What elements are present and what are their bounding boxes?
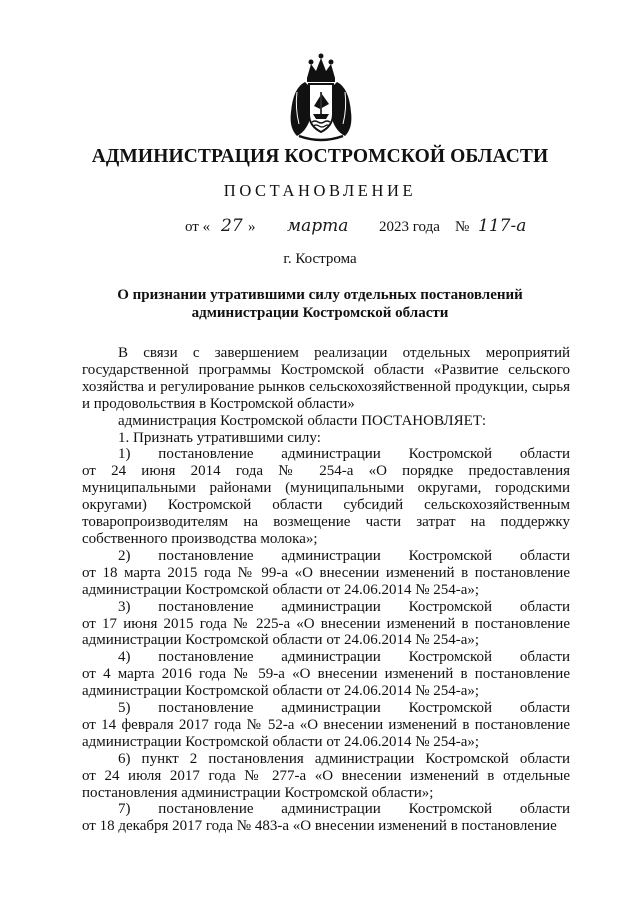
item-4-first-line: 4) постановление администрации Костромской области: [118, 649, 570, 666]
date-year: 2023 года: [379, 219, 440, 235]
item-6-first-line: 6) пункт 2 постановления администрации Костромской области: [118, 750, 570, 767]
item-2-text: от 18 марта 2015 года № 99-а «О внесении изменений в постановление администрации Костромской области от 24.06.2014 № 254-а»;: [82, 564, 570, 598]
resolution-statement: администрация Костромской области ПОСТАНОВЛЯЕТ:: [118, 412, 487, 429]
date-close-quote: »: [248, 219, 256, 235]
clause-1-heading: 1. Признать утратившими силу:: [118, 429, 321, 446]
handwritten-month: марта: [287, 216, 349, 236]
date-prefix: от «: [185, 219, 211, 235]
document-type: ПОСТАНОВЛЕНИЕ: [223, 181, 417, 200]
document-subject: О признании утратившими силу отдельных постановлений администрации Костромской области: [117, 287, 523, 321]
item-5-first-line: 5) постановление администрации Костромской области: [118, 700, 570, 717]
document-body: [82, 345, 570, 835]
item-3-first-line: 3) постановление администрации Костромской области: [118, 598, 570, 615]
date-line: [0, 216, 640, 240]
item-5-text: от 14 февраля 2017 года № 52-а «О внесении изменений в постановление администрации Костромской области от 24.06.2014 № 254-а»;: [82, 716, 570, 750]
item-4-text: от 4 марта 2016 года № 59-а «О внесении изменений в постановление администрации Костромской области от 24.06.2014 № 254-а»;: [82, 666, 570, 700]
organization-title: АДМИНИСТРАЦИЯ КОСТРОМСКОЙ ОБЛАСТИ: [91, 146, 549, 167]
item-6-text: от 24 июля 2017 года № 277-а «О внесении изменений в отдельные постановления администрации Костромской области»;: [82, 767, 570, 801]
item-7-text: от 18 декабря 2017 года № 483-а «О внесении изменений в постановление: [82, 818, 557, 835]
number-sign: №: [455, 219, 470, 235]
item-1-first-line: 1) постановление администрации Костромской области: [118, 446, 570, 463]
item-7-first-line: 7) постановление администрации Костромской области: [118, 801, 570, 818]
preamble-paragraph: В связи с завершением реализации отдельных мероприятий государственной программы Костромской области «Развитие сельского хозяйства и регулирование рынков сельскохозяйственной продукции, сырья и продовольствия в Костромской области»: [82, 345, 570, 412]
coat-of-arms-icon: [285, 52, 357, 144]
city-name: г. Кострома: [283, 251, 357, 267]
item-1-text: от 24 июня 2014 года № 254-а «О порядке предоставления муниципальными районами (муниципальными округами, городскими округами) Костромской области субсидий сельскохозяйственным товаропроизводителям на возмещение части затрат на поддержку собственного производства молока»;: [82, 463, 570, 547]
item-2-first-line: 2) постановление администрации Костромской области: [118, 547, 570, 564]
handwritten-number: 117-а: [478, 216, 527, 236]
item-3-text: от 17 июня 2015 года № 225-а «О внесении изменений в постановление администрации Костромской области от 24.06.2014 № 254-а»;: [82, 615, 570, 649]
handwritten-day: 27: [221, 216, 243, 236]
